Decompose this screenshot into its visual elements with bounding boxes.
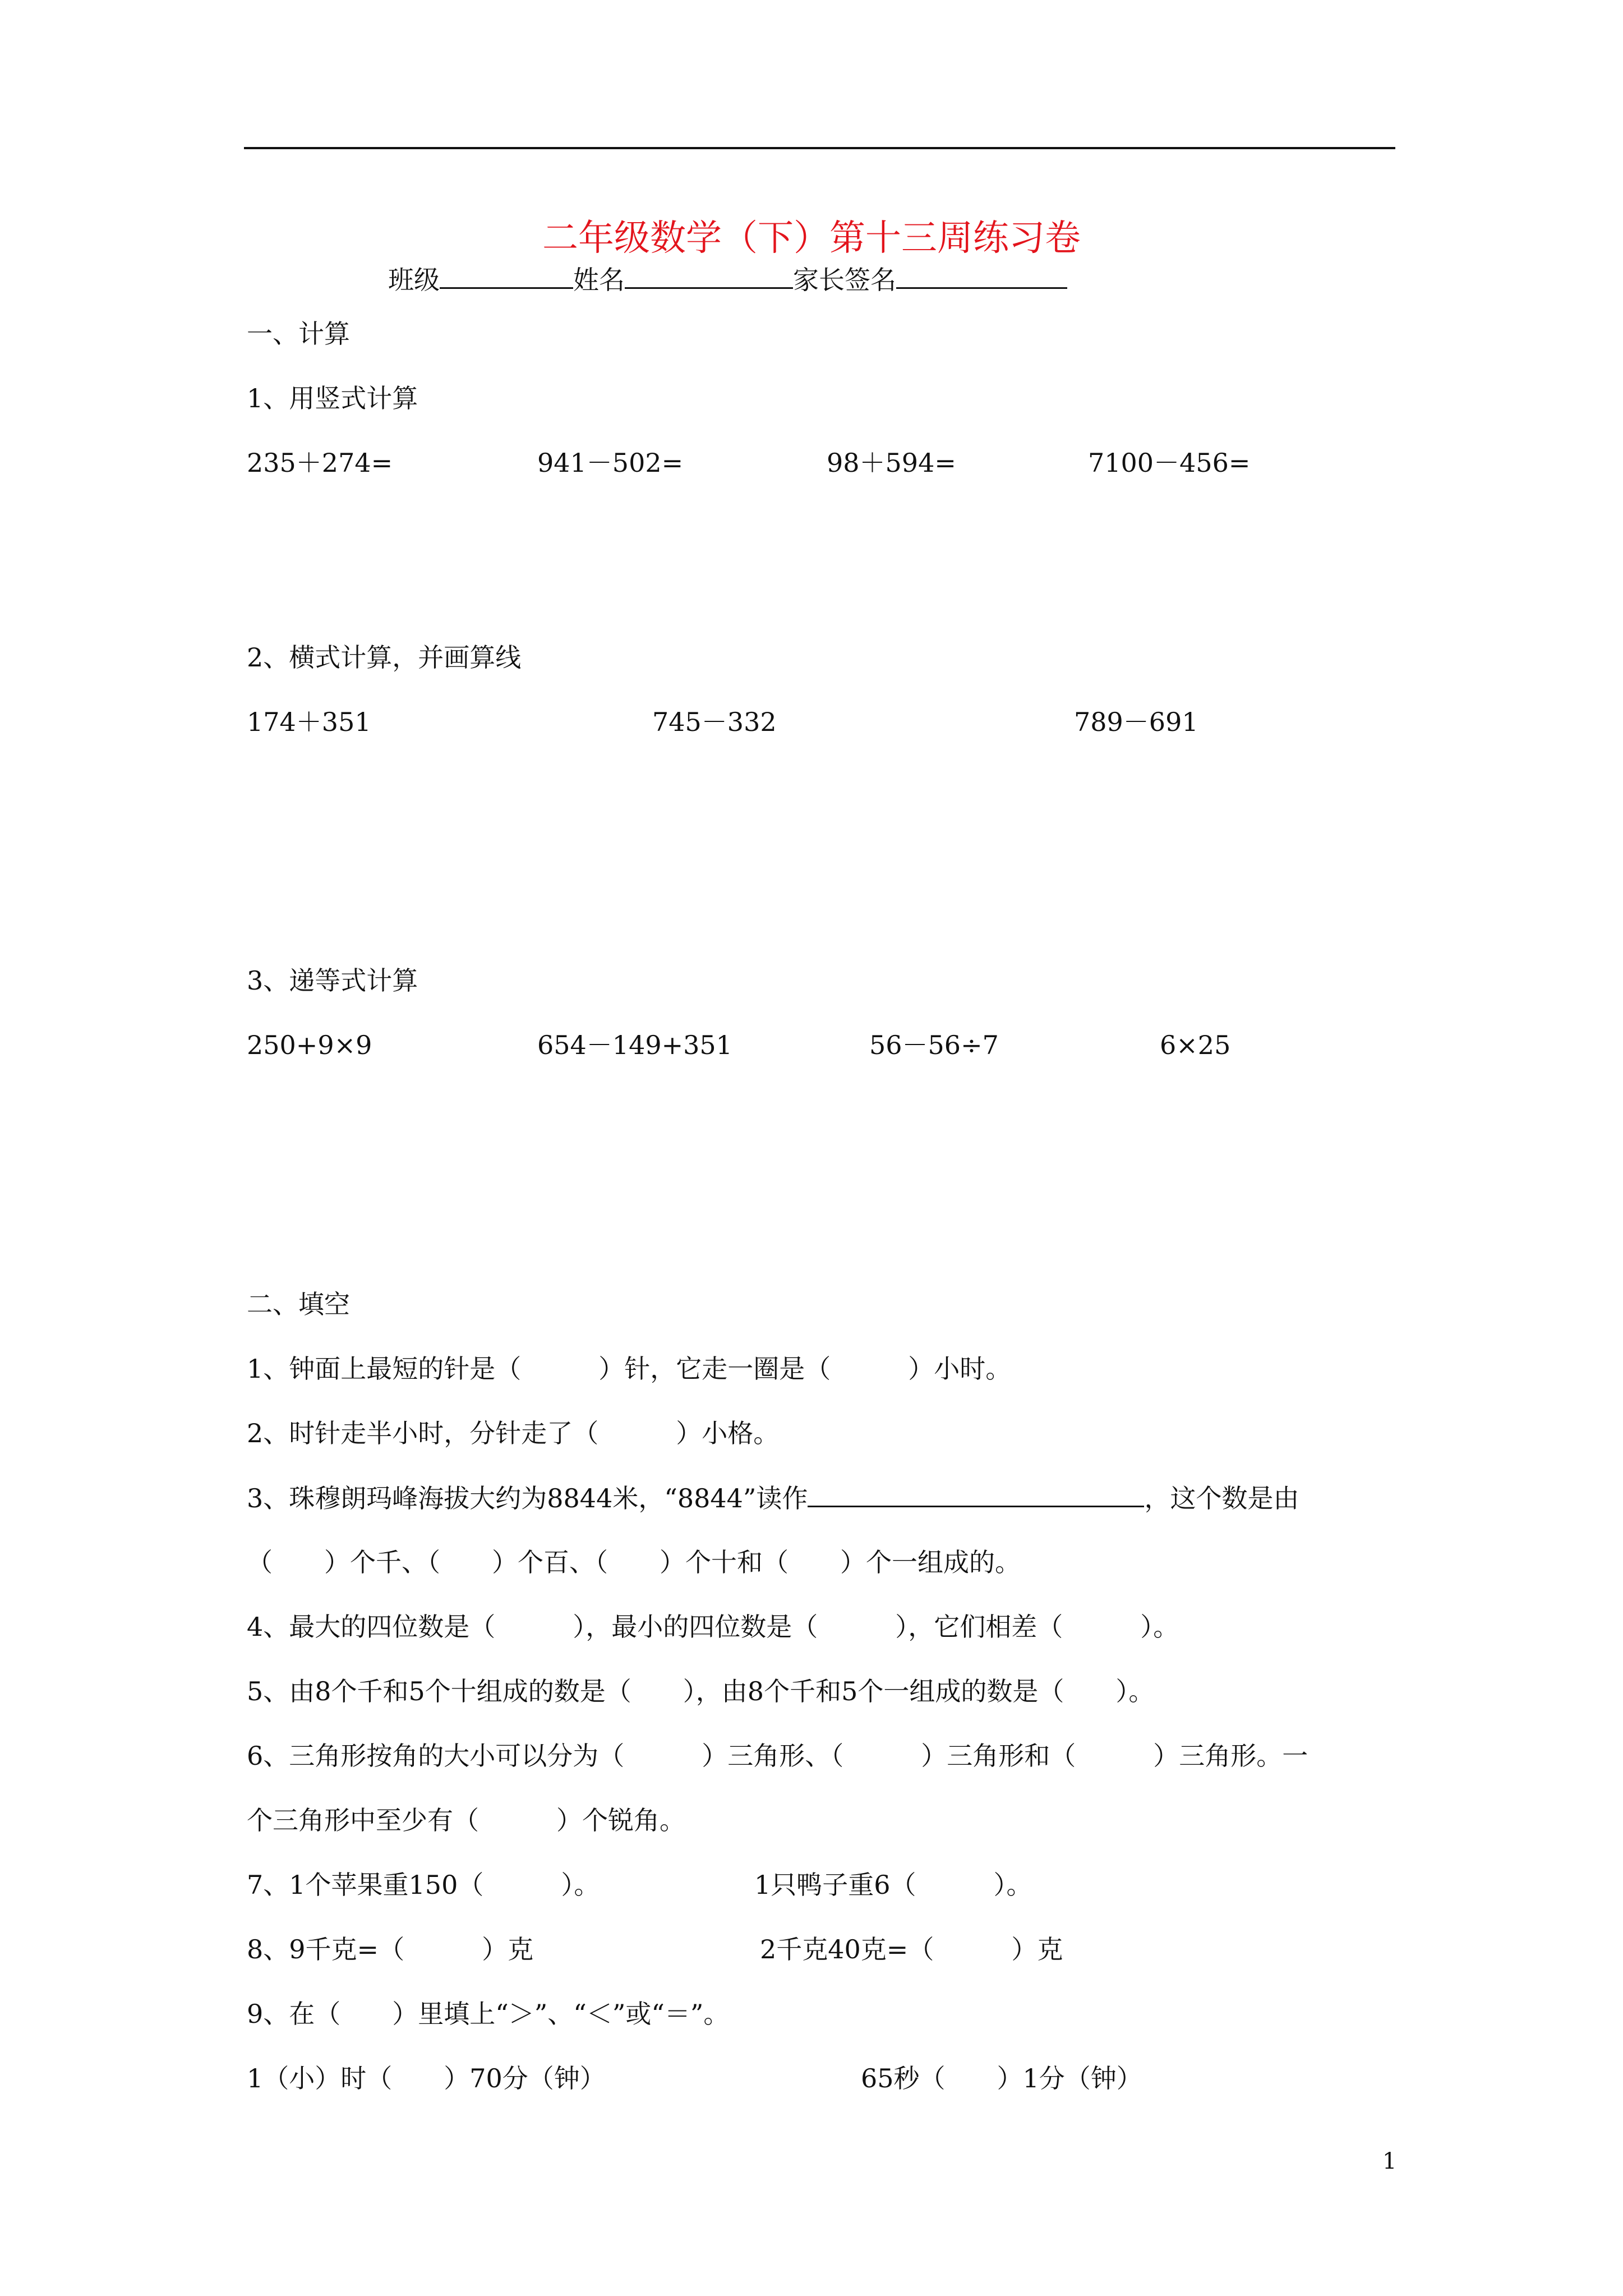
fill-q1: 1、钟面上最短的针是（ ）针，它走一圈是（ ）小时。: [247, 1354, 1012, 1384]
fill-q3-line1: [247, 1481, 1299, 1515]
q1-item: 235＋274=: [247, 448, 393, 478]
q2-label: 2、横式计算，并画算线: [247, 642, 522, 673]
fill-q3-answer-blank[interactable]: [808, 1481, 1144, 1507]
page-title: 二年级数学（下）第十三周练习卷: [542, 218, 1081, 259]
name-field[interactable]: [625, 263, 793, 289]
fill-q3-line2: （ ）个千、（ ）个百、（ ）个十和（ ）个一组成的。: [247, 1547, 1021, 1577]
page-number: 1: [1382, 2148, 1397, 2174]
parent-signature-label: 家长签名: [793, 265, 896, 295]
q1-item: 7100－456=: [1088, 448, 1251, 478]
fill-q3-tail: ，这个数是由: [1144, 1483, 1299, 1513]
q2-item: 174＋351: [247, 707, 371, 737]
fill-q3-text: 3、珠穆朗玛峰海拔大约为8844米，“8844”读作: [247, 1483, 808, 1513]
q3-item: 250+9×9: [247, 1030, 372, 1060]
fill-q8-part-a: 8、9千克=（ ）克: [247, 1934, 534, 1964]
class-label: 班级: [388, 265, 440, 295]
q1-item: 941－502=: [537, 448, 684, 478]
fill-q7-part-b: 1只鸭子重6（ ）。: [754, 1870, 1032, 1900]
q3-label: 3、递等式计算: [247, 965, 418, 996]
q3-item: 654－149+351: [537, 1030, 732, 1060]
fill-q6-line1: 6、三角形按角的大小可以分为（ ）三角形、（ ）三角形和（ ）三角形。一: [247, 1741, 1308, 1771]
fill-q4: 4、最大的四位数是（ ），最小的四位数是（ ），它们相差（ ）。: [247, 1612, 1179, 1642]
fill-q2: 2、时针走半小时，分针走了（ ）小格。: [247, 1418, 780, 1448]
fill-q8-part-b: 2千克40克=（ ）克: [760, 1934, 1063, 1964]
q1-item: 98＋594=: [827, 448, 956, 478]
section2-heading: 二、填空: [247, 1289, 350, 1319]
class-field[interactable]: [440, 263, 573, 289]
fill-q9: 9、在（ ）里填上“＞”、“＜”或“＝”。: [247, 1999, 730, 2029]
fill-q6-line2: 个三角形中至少有（ ）个锐角。: [247, 1805, 685, 1835]
fill-q7-part-a: 7、1个苹果重150（ ）。: [247, 1870, 600, 1900]
q3-item: 56－56÷7: [869, 1030, 999, 1060]
q3-item: 6×25: [1160, 1030, 1231, 1060]
q2-item: 789－691: [1074, 707, 1198, 737]
q2-item: 745－332: [652, 707, 777, 737]
fill-q9-part-a: 1（小）时（ ）70分（钟）: [247, 2063, 606, 2093]
section1-heading: 一、计算: [247, 319, 350, 349]
header-rule: [244, 147, 1395, 149]
name-label: 姓名: [573, 265, 625, 295]
fill-q5: 5、由8个千和5个十组成的数是（ ），由8个千和5个一组成的数是（ ）。: [247, 1676, 1155, 1706]
q1-label: 1、用竖式计算: [247, 383, 418, 413]
student-info-row: [388, 263, 1067, 297]
parent-signature-field[interactable]: [896, 263, 1067, 289]
fill-q9-part-b: 65秒（ ）1分（钟）: [861, 2063, 1142, 2093]
